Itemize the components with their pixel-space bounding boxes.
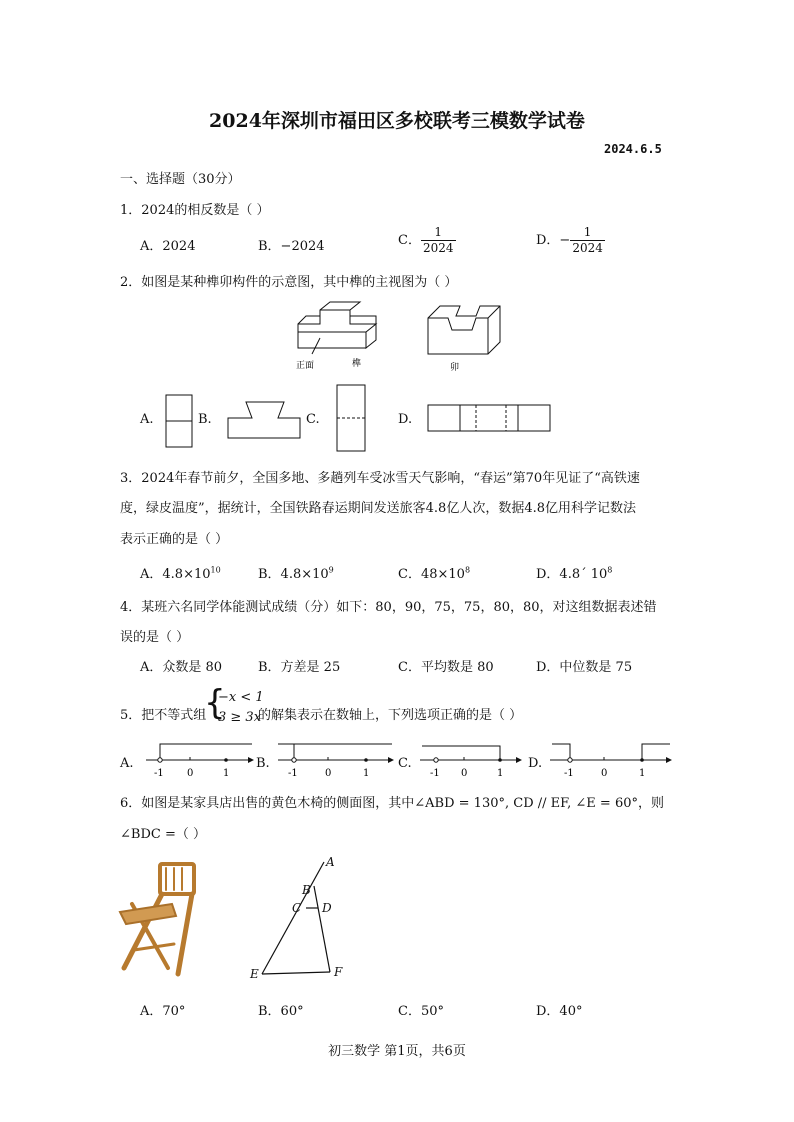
q3-line3: 表示正确的是（ ）: [120, 532, 229, 547]
frac-num: 1: [570, 225, 605, 241]
q3-option-a: [140, 563, 221, 582]
q6-line1: 6．如图是某家具店出售的黄色木椅的侧面图，其中∠ABD = 130°, CD // EF, ∠E = 60°，则: [120, 796, 664, 811]
q1-option-d-fraction: [570, 225, 605, 256]
q4-line1: 4．某班六名同学体能测试成绩（分）如下：80，90，75，75，80，80，对这组数据表述错: [120, 600, 657, 615]
q2-option-c-label: C.: [306, 412, 320, 427]
q6-geometry-figure: [244, 852, 354, 984]
q1-stem: 1．2024的相反数是（ ）: [120, 203, 270, 218]
q5-option-b-numberline: [272, 738, 396, 780]
q6-line2: ∠BDC =（ ）: [120, 827, 206, 842]
q1-option-d: [536, 225, 605, 256]
q3-line2: 度，绿皮温度”，据统计，全国铁路春运期间发送旅客4.8亿人次，数据4.8亿用科学记数法: [120, 501, 636, 516]
q6-option-a: A．70°: [140, 1004, 186, 1019]
base: B．4.8×10: [258, 567, 329, 582]
brace-symbol: {: [204, 683, 226, 723]
label-mortise: 卯: [450, 363, 460, 373]
q3-option-d: [536, 563, 612, 582]
tick-label: 0: [187, 768, 194, 779]
chair-photo: [112, 860, 204, 980]
tick-label: -1: [288, 768, 298, 779]
q5-option-a-numberline: [140, 738, 256, 780]
q2-figure-tenon-mortise: [290, 298, 520, 378]
point-label-c: C: [292, 901, 302, 915]
q2-option-a-figure: [162, 392, 196, 452]
q5-ineq1: −x < 1: [218, 690, 264, 705]
q5-suffix: 的解集表示在数轴上，下列选项正确的是（ ）: [258, 708, 523, 723]
q5-option-d-numberline: [546, 738, 674, 780]
tick-label: 1: [223, 768, 230, 779]
q2-option-b-figure: [224, 398, 304, 442]
q4-option-c: C．平均数是 80: [398, 660, 494, 675]
q5-prefix: 5．把不等式组: [120, 708, 207, 723]
page-title: 2024年深圳市福田区多校联考三模数学试卷: [209, 110, 585, 132]
label-tenon: 榫: [352, 359, 362, 369]
section-heading: 一、选择题（30分）: [120, 172, 241, 187]
tick-label: -1: [430, 768, 440, 779]
tick-label: 0: [325, 768, 332, 779]
point-label-e: E: [250, 967, 259, 981]
q6-option-c: C．50°: [398, 1004, 444, 1019]
q1-option-a: A．2024: [140, 239, 196, 254]
base: D．4.8´ 10: [536, 567, 608, 582]
q1-option-c: [398, 225, 456, 256]
point-label-d: D: [322, 901, 332, 915]
q2-stem: 2．如图是某种榫卯构件的示意图，其中榫的主视图为（ ）: [120, 275, 458, 290]
q5-option-c-label: C.: [398, 756, 412, 771]
q6-option-d: D．40°: [536, 1004, 583, 1019]
q1-option-c-label: C．: [398, 233, 421, 248]
q4-option-d: D．中位数是 75: [536, 660, 633, 675]
q5-option-a-label: A.: [120, 756, 134, 771]
tick-label: 1: [363, 768, 370, 779]
q3-option-b: [258, 563, 334, 582]
point-label-b: B: [302, 883, 311, 897]
tick-label: -1: [564, 768, 574, 779]
q4-option-a: A．众数是 80: [140, 660, 223, 675]
exponent: 8: [607, 565, 613, 575]
q4-line2: 误的是（ ）: [120, 630, 190, 645]
q4-option-b: B．方差是 25: [258, 660, 341, 675]
page-footer: 初三数学 第1页，共6页: [328, 1044, 466, 1059]
tick-label: 0: [601, 768, 608, 779]
exponent: 8: [464, 565, 471, 575]
q2-option-a-label: A.: [140, 412, 154, 427]
q1-option-b: B．−2024: [258, 239, 325, 254]
q2-option-c-figure: [332, 382, 372, 456]
base: C．48×10: [398, 567, 465, 582]
exponent: 9: [328, 565, 334, 575]
exponent: 10: [210, 565, 221, 575]
frac-num: 1: [421, 225, 456, 241]
q5-ineq2: 3 ≥ 3x: [218, 710, 262, 725]
tick-label: 1: [497, 768, 504, 779]
q2-option-d-label: D.: [398, 412, 413, 427]
q2-option-d-figure: [424, 402, 554, 436]
tick-label: 1: [639, 768, 646, 779]
q3-line1: 3．2024年春节前夕，全国多地、多趟列车受冰雪天气影响，“春运”第70年见证了“高铁速: [120, 471, 640, 486]
q3-option-c: [398, 563, 470, 582]
tick-label: -1: [154, 768, 164, 779]
q6-option-b: B．60°: [258, 1004, 304, 1019]
frac-den: 2024: [572, 241, 603, 255]
q5-option-d-label: D.: [528, 756, 543, 771]
label-front: 正面: [296, 361, 315, 371]
tick-label: 0: [461, 768, 468, 779]
q1-option-c-fraction: [421, 225, 456, 256]
exam-date: 2024.6.5: [604, 142, 662, 156]
frac-den: 2024: [422, 241, 454, 255]
point-label-f: F: [334, 965, 343, 979]
q5-option-c-numberline: [416, 738, 524, 780]
base: A．4.8×10: [140, 567, 211, 582]
q1-option-d-label: D．−: [536, 233, 571, 248]
q5-option-b-label: B.: [256, 756, 270, 771]
point-label-a: A: [326, 855, 335, 869]
q2-option-b-label: B.: [198, 412, 212, 427]
